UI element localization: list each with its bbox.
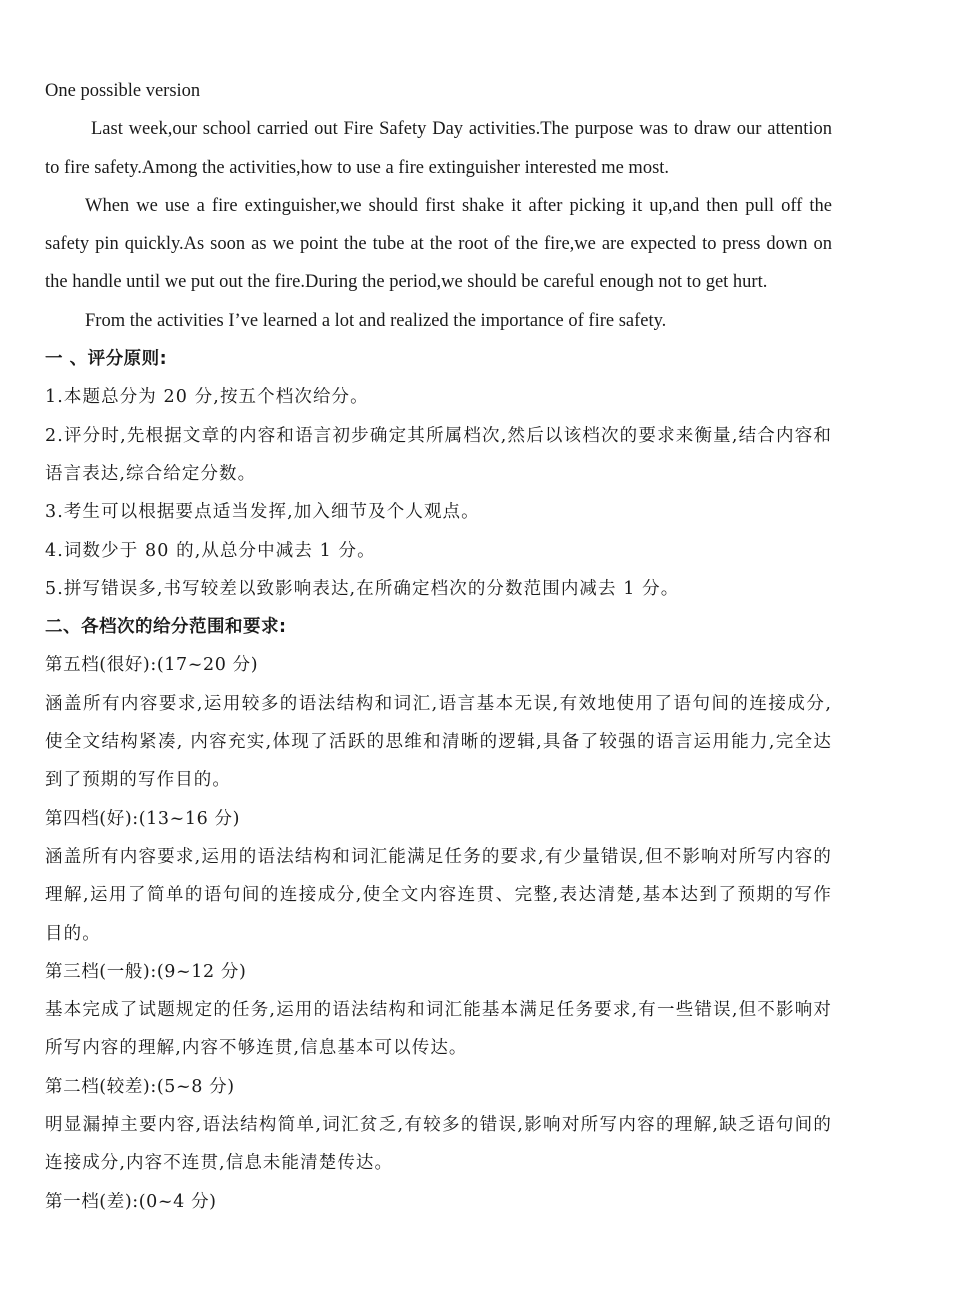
level-1-title: 第一档(差):(0~4 分) (45, 1191, 217, 1212)
essay-paragraph-1: Last week,our school carried out Fire Safety Day activities.The purpose was to draw our attention to fire safety.Among the activities,how to use a fire extinguisher interested me most. (45, 119, 832, 178)
level-3-description: 基本完成了试题规定的任务,运用的语法结构和词汇能基本满足任务要求,有一些错误,但不影响对所写内容的理解,内容不够连贯,信息基本可以传达。 (45, 1000, 832, 1059)
level-5-title: 第五档(很好):(17~20 分) (45, 655, 259, 676)
score-levels-heading: 二、各档次的给分范围和要求: (45, 617, 287, 638)
level-2-title: 第二档(较差):(5~8 分) (45, 1076, 235, 1097)
level-2-description: 明显漏掉主要内容,语法结构简单,词汇贫乏,有较多的错误,影响对所写内容的理解,缺乏语句间的连接成分,内容不连贯,信息未能清楚传达。 (45, 1115, 832, 1174)
principle-item-3: 3.考生可以根据要点适当发挥,加入细节及个人观点。 (45, 502, 480, 523)
level-4-title: 第四档(好):(13~16 分) (45, 808, 241, 829)
essay-heading: One possible version (45, 81, 201, 101)
level-3-title: 第三档(一般):(9~12 分) (45, 961, 247, 982)
scoring-principles-heading: 一 、评分原则: (45, 349, 168, 370)
essay-paragraph-2: When we use a fire extinguisher,we should first shake it after picking it up,and then pull off the safety pin quickly.As soon as we point the tube at the root of the fire,we are expected to press down on the handle until we put out the fire.During the period,we should be careful enough not to get hurt. (45, 195, 832, 293)
principle-item-5: 5.拼写错误多,书写较差以致影响表达,在所确定档次的分数范围内减去 1 分。 (45, 578, 680, 599)
principle-item-4: 4.词数少于 80 的,从总分中减去 1 分。 (45, 540, 376, 561)
principle-item-2: 2.评分时,先根据文章的内容和语言初步确定其所属档次,然后以该档次的要求来衡量,结合内容和语言表达,综合给定分数。 (45, 425, 832, 484)
principle-item-1: 1.本题总分为 20 分,按五个档次给分。 (45, 387, 369, 408)
document-page (45, 72, 832, 1221)
essay-paragraph-3: From the activities I’ve learned a lot and realized the importance of fire safety. (85, 310, 667, 331)
level-5-description: 涵盖所有内容要求,运用较多的语法结构和词汇,语言基本无误,有效地使用了语句间的连接成分,使全文结构紧凑, 内容充实,体现了活跃的思维和清晰的逻辑,具备了较强的语言运用能力,完全达到了预期的写作目的。 (45, 693, 832, 791)
level-4-description: 涵盖所有内容要求,运用的语法结构和词汇能满足任务的要求,有少量错误,但不影响对所写内容的理解,运用了简单的语句间的连接成分,使全文内容连贯、完整,表达清楚,基本达到了预期的写作目的。 (45, 846, 832, 944)
